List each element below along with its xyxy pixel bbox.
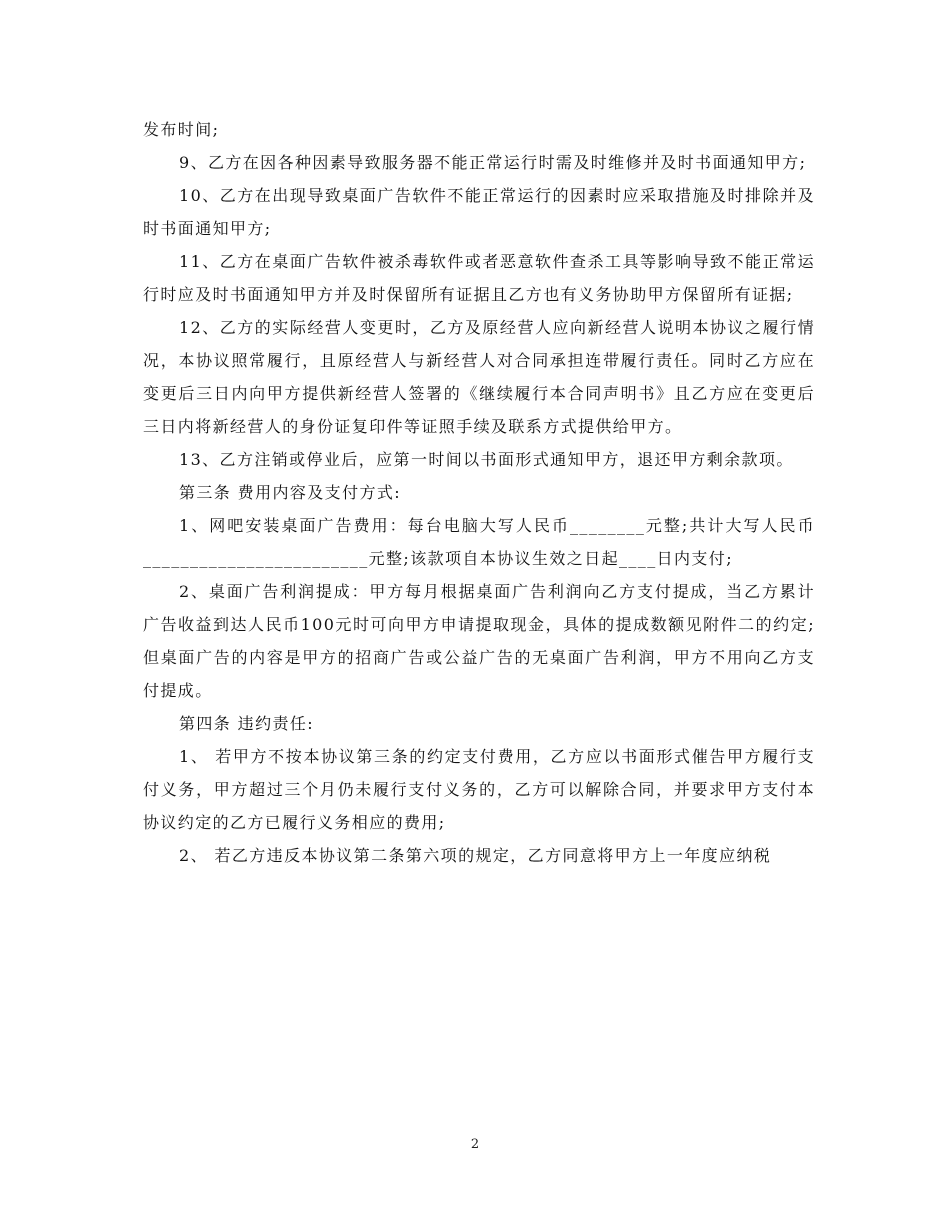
paragraph-6: 13、乙方注销或停业后，应第一时间以书面形式通知甲方，退还甲方剩余款项。 <box>179 450 794 469</box>
paragraph-9: 2、桌面广告利润提成：甲方每月根据桌面广告利润向乙方支付提成，当乙方累计广告收益到达人民币100元时可向甲方申请提取现金，具体的提成数额见附件二的约定;但桌面广告的内容是甲方的招商广告或公益广告的无桌面广告利润，甲方不用向乙方支付提成。 <box>143 582 815 700</box>
section-heading-article-3: 第三条 费用内容及支付方式: <box>179 483 402 502</box>
document-body <box>143 113 815 872</box>
paragraph-5: 12、乙方的实际经营人变更时，乙方及原经营人应向新经营人说明本协议之履行情况，本协议照常履行，且原经营人与新经营人对合同承担连带履行责任。同时乙方应在变更后三日内向甲方提供新经营人签署的《继续履行本合同声明书》且乙方应在变更后三日内将新经营人的身份证复印件等证照手续及联系方式提供给甲方。 <box>143 318 815 436</box>
paragraph-4: 11、乙方在桌面广告软件被杀毒软件或者恶意软件查杀工具等影响导致不能正常运行时应及时书面通知甲方并及时保留所有证据且乙方也有义务协助甲方保留所有证据; <box>143 252 815 304</box>
paragraph-1: 发布时间; <box>143 120 220 139</box>
paragraph-12: 2、 若乙方违反本协议第二条第六项的规定，乙方同意将甲方上一年度应纳税 <box>179 846 772 865</box>
paragraph-3: 10、乙方在出现导致桌面广告软件不能正常运行的因素时应采取措施及时排除并及时书面通知甲方; <box>143 186 815 238</box>
paragraph-2: 9、乙方在因各种因素导致服务器不能正常运行时需及时维修并及时书面通知甲方; <box>179 153 807 172</box>
section-heading-article-4: 第四条 违约责任: <box>179 714 315 733</box>
paragraph-8: 1、网吧安装桌面广告费用：每台电脑大写人民币________元整;共计大写人民币________________________元整;该款项自本协议生效之日起____日内支付; <box>143 516 815 568</box>
page-number: 2 <box>470 1137 480 1152</box>
paragraph-11: 1、 若甲方不按本协议第三条的约定支付费用，乙方应以书面形式催告甲方履行支付义务，甲方超过三个月仍未履行支付义务的，乙方可以解除合同，并要求甲方支付本协议约定的乙方已履行义务相应的费用; <box>143 747 815 832</box>
